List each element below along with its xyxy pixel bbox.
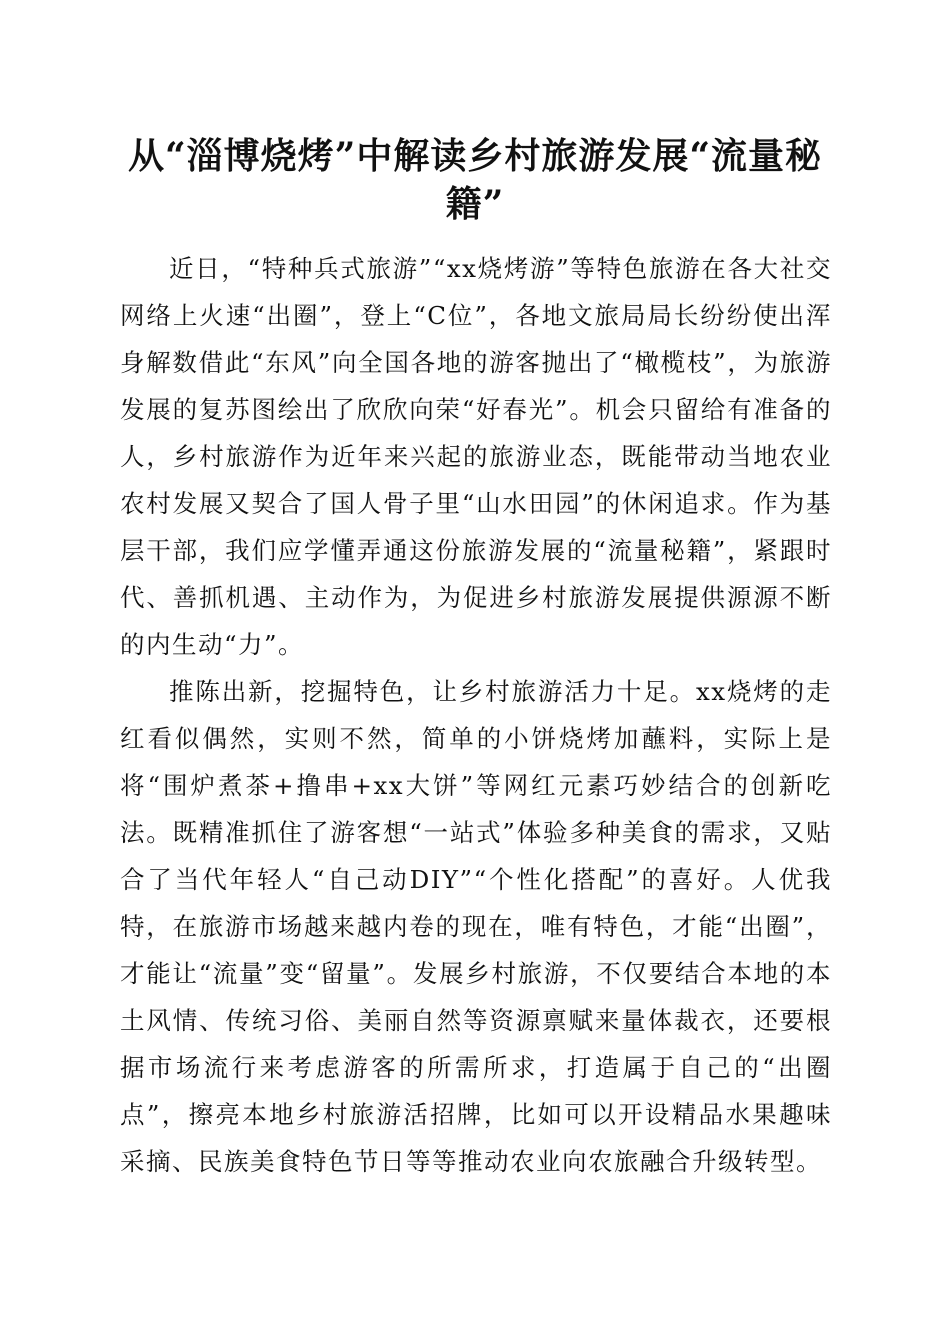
document-body	[120, 245, 832, 1185]
document-title: 从“淄博烧烤”中解读乡村旅游发展“流量秘籍”	[127, 135, 823, 225]
paragraph-intro: 近日，“特种兵式旅游”“xx烧烤游”等特色旅游在各大社交网络上火速“出圈”，登上“C位”，各地文旅局局长纷纷使出浑身解数借此“东风”向全国各地的游客抛出了“橄榄枝”，为旅游发展的复苏图绘出了欣欣向荣“好春光”。机会只留给有准备的人，乡村旅游作为近年来兴起的旅游业态，既能带动当地农业农村发展又契合了国人骨子里“山水田园”的休闲追求。作为基层干部，我们应学懂弄通这份旅游发展的“流量秘籍”，紧跟时代、善抓机遇、主动作为，为促进乡村旅游发展提供源源不断的内生动“力”。	[120, 254, 832, 659]
paragraph-innovation: 推陈出新，挖掘特色，让乡村旅游活力十足。xx烧烤的走红看似偶然，实则不然，简单的小饼烧烤加蘸料，实际上是将“围炉煮茶+撸串+xx大饼”等网红元素巧妙结合的创新吃法。既精准抓住了游客想“一站式”体验多种美食的需求，又贴合了当代年轻人“自己动DIY”“个性化搭配”的喜好。人优我特，在旅游市场越来越内卷的现在，唯有特色，才能“出圈”，才能让“流量”变“留量”。发展乡村旅游，不仅要结合本地的本土风情、传统习俗、美丽自然等资源禀赋来量体裁衣，还要根据市场流行来考虑游客的所需所求，打造属于自己的“出圈点”，擦亮本地乡村旅游活招牌，比如可以开设精品水果趣味采摘、民族美食特色节日等等推动农业向农旅融合升级转型。	[120, 677, 832, 1176]
